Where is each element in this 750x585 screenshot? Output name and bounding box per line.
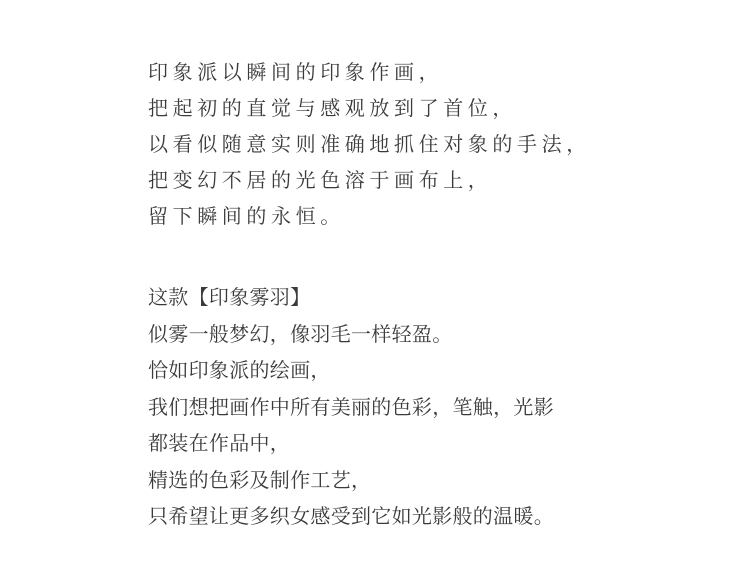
poem-line: 把变幻不居的光色溶于画布上， <box>148 168 493 192</box>
poem-line: 留下瞬间的永恒。 <box>148 204 345 228</box>
description-line: 都装在作品中， <box>148 431 291 455</box>
poem-line: 把起初的直觉与感观放到了首位， <box>148 96 517 120</box>
description-title: 这款【印象雾羽】 <box>148 285 311 309</box>
description-line: 我们想把画作中所有美丽的色彩，笔触，光影 <box>148 394 554 419</box>
poem-stanza <box>148 54 591 234</box>
description-line: 只希望让更多织女感受到它如光影般的温暖。 <box>148 504 554 528</box>
description-line: 恰如印象派的绘画， <box>148 358 331 382</box>
product-description <box>148 279 554 535</box>
description-line: 精选的色彩及制作工艺， <box>148 467 372 492</box>
poem-line: 印象派以瞬间的印象作画， <box>148 60 444 84</box>
poem-line: 以看似随意实则准确地抓住对象的手法， <box>148 132 591 156</box>
description-line: 似雾一般梦幻，像羽毛一样轻盈。 <box>148 321 453 346</box>
